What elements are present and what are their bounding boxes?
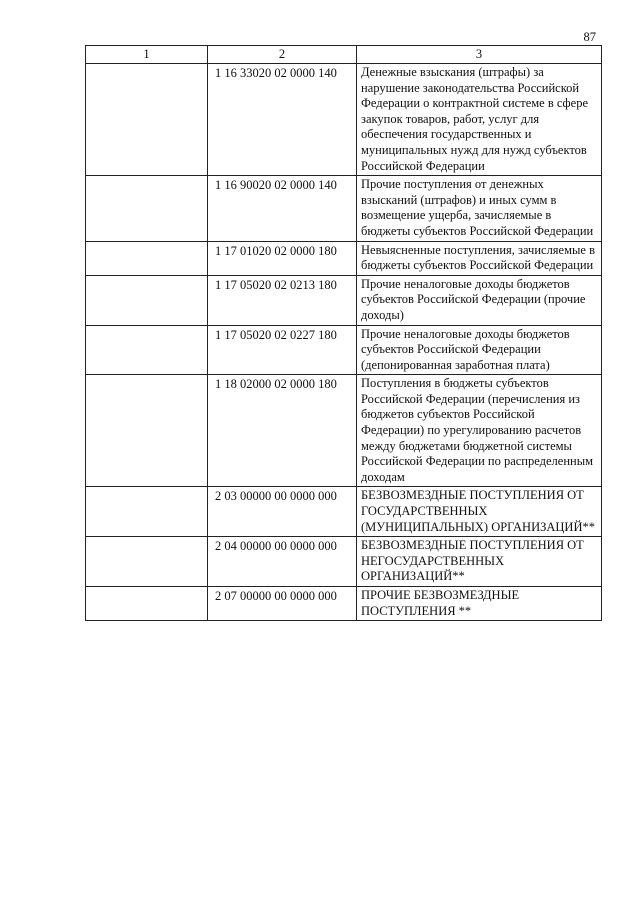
revenue-name: Прочие неналоговые доходы бюджетов субъектов Российской Федерации (прочие доходы) bbox=[357, 275, 602, 325]
table-row bbox=[86, 176, 602, 241]
row-blank-cell bbox=[86, 64, 208, 176]
column-1-header: 1 bbox=[86, 46, 208, 64]
budget-classification-code: 2 04 00000 00 0000 000 bbox=[208, 537, 357, 587]
table-row bbox=[86, 64, 602, 176]
row-blank-cell bbox=[86, 587, 208, 621]
revenue-name: БЕЗВОЗМЕЗДНЫЕ ПОСТУПЛЕНИЯ ОТ ГОСУДАРСТВЕННЫХ (МУНИЦИПАЛЬНЫХ) ОРГАНИЗАЦИЙ** bbox=[357, 487, 602, 537]
table-row bbox=[86, 587, 602, 621]
budget-classification-code: 1 16 33020 02 0000 140 bbox=[208, 64, 357, 176]
budget-classification-code: 1 16 90020 02 0000 140 bbox=[208, 176, 357, 241]
table-row bbox=[86, 275, 602, 325]
revenue-name: ПРОЧИЕ БЕЗВОЗМЕЗДНЫЕ ПОСТУПЛЕНИЯ ** bbox=[357, 587, 602, 621]
budget-classification-code: 1 17 05020 02 0227 180 bbox=[208, 325, 357, 375]
row-blank-cell bbox=[86, 275, 208, 325]
row-blank-cell bbox=[86, 487, 208, 537]
budget-classification-code: 1 18 02000 02 0000 180 bbox=[208, 375, 357, 487]
revenue-codes-table bbox=[85, 45, 602, 621]
revenue-name: Прочие поступления от денежных взысканий (штрафов) и иных сумм в возмещение ущерба, зачисляемые в бюджеты субъектов Российской Федерации bbox=[357, 176, 602, 241]
revenue-name: Невыясненные поступления, зачисляемые в бюджеты субъектов Российской Федерации bbox=[357, 241, 602, 275]
revenue-name: БЕЗВОЗМЕЗДНЫЕ ПОСТУПЛЕНИЯ ОТ НЕГОСУДАРСТВЕННЫХ ОРГАНИЗАЦИЙ** bbox=[357, 537, 602, 587]
revenue-name: Денежные взыскания (штрафы) за нарушение законодательства Российской Федерации о контрактной системе в сфере закупок товаров, работ, услуг для обеспечения государственных и муниципальных нужд для нужд субъектов Российской Федерации bbox=[357, 64, 602, 176]
revenue-name: Прочие неналоговые доходы бюджетов субъектов Российской Федерации (депонированная заработная плата) bbox=[357, 325, 602, 375]
row-blank-cell bbox=[86, 537, 208, 587]
row-blank-cell bbox=[86, 176, 208, 241]
table-row bbox=[86, 241, 602, 275]
budget-classification-code: 2 03 00000 00 0000 000 bbox=[208, 487, 357, 537]
row-blank-cell bbox=[86, 375, 208, 487]
row-blank-cell bbox=[86, 325, 208, 375]
table-row bbox=[86, 325, 602, 375]
revenue-name: Поступления в бюджеты субъектов Российской Федерации (перечисления из бюджетов субъектов Российской Федерации) по урегулированию расчетов между бюджетами бюджетной системы Российской Федерации по распределенным доходам bbox=[357, 375, 602, 487]
column-2-header: 2 bbox=[208, 46, 357, 64]
budget-classification-code: 1 17 05020 02 0213 180 bbox=[208, 275, 357, 325]
table-row bbox=[86, 537, 602, 587]
column-3-header: 3 bbox=[357, 46, 602, 64]
table-row bbox=[86, 375, 602, 487]
budget-classification-code: 1 17 01020 02 0000 180 bbox=[208, 241, 357, 275]
table-header-row bbox=[86, 46, 602, 64]
row-blank-cell bbox=[86, 241, 208, 275]
budget-classification-code: 2 07 00000 00 0000 000 bbox=[208, 587, 357, 621]
page-number: 87 bbox=[583, 30, 596, 44]
table-row bbox=[86, 487, 602, 537]
